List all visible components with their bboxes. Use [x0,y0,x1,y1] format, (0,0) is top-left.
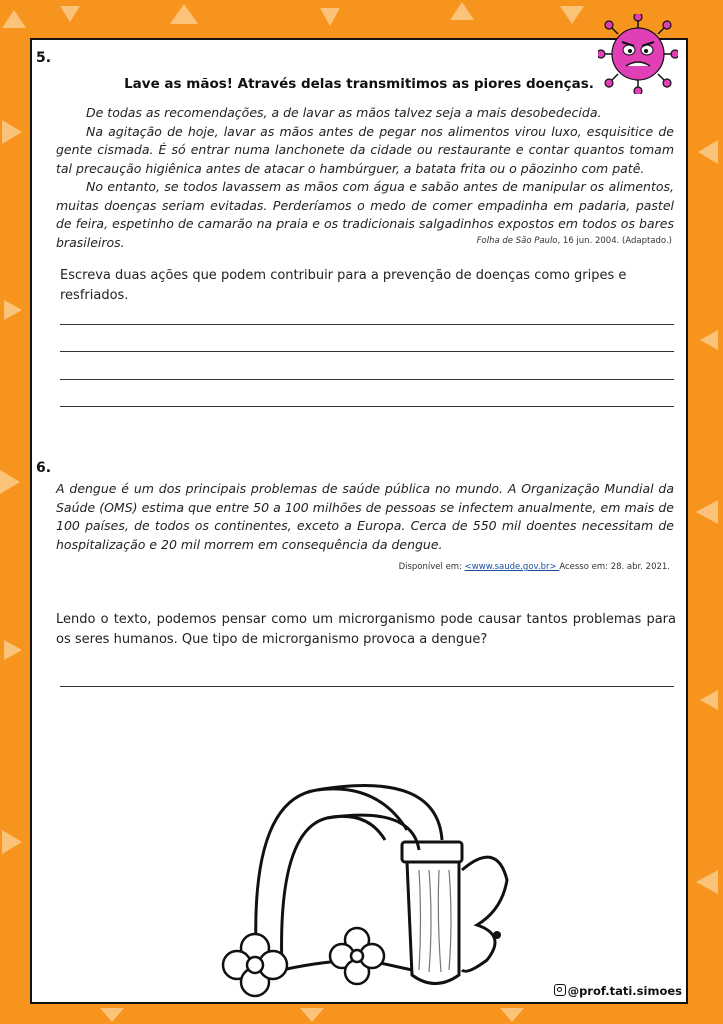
answer-line[interactable] [60,686,674,687]
author-handle: @prof.tati.simoes [567,984,682,998]
author-credit [554,984,682,998]
question-5-source [477,236,672,246]
paragraph: No entanto, se todos lavassem as mãos com água e sabão antes de manipular os alimentos, muitas doenças seriam evitadas. Perderíamos o medo de comer empadinha em padaria, pastel de feira, espetinho de camarão na praia e os tradicionais salgadinhos expostos em todos os bares brasileiros. [56,179,674,250]
question-5-number: 5. [36,50,52,66]
paragraph: Na agitação de hoje, lavar as mãos antes de pegar nos alimentos virou luxo, esquisitice de gente cismada. É só entrar numa lanchonete da cidade ou restaurante e contar quantos tomam tal precaução higiênica antes de atacar o hambúrguer, a batata frita ou o pãozinho com patê. [56,123,674,176]
source-prefix: Disponível em: [398,562,465,572]
question-6-text: A dengue é um dos principais problemas de saúde pública no mundo. A Organização Mundial da Saúde (OMS) estima que entre 50 a 100 milhões de pessoas se infectem anualmente, em mais de 100 países, de todos os continentes, exceto a Europa. Cerca de 550 mil doentes necessitam de hospitalização e 20 mil morrem em consequência da dengue. [56,481,674,552]
question-6-prompt: Lendo o texto, podemos pensar como um microrganismo pode causar tantos problemas para os seres humanos. Que tipo de microrganismo provoca a dengue? [56,612,676,647]
worksheet-page [30,38,688,1004]
question-5-prompt: Escreva duas ações que podem contribuir para a prevenção de doenças como gripes e resfriados. [60,268,627,303]
answer-line[interactable] [60,406,674,407]
source-rest: , 16 jun. 2004. (Adaptado.) [557,236,672,246]
source-suffix: Acesso em: 28. abr. 2021. [559,562,670,572]
answer-line[interactable] [60,324,674,325]
question-5-title: Lave as mãos! Através delas transmitimos as piores doenças. [124,76,594,92]
faucet-illustration [207,760,527,1000]
answer-line[interactable] [60,351,674,352]
question-6-source [399,562,670,572]
paragraph: De todas as recomendações, a de lavar as mãos talvez seja a mais desobedecida. [86,105,602,120]
answer-line[interactable] [60,379,674,380]
source-link[interactable]: <www.saude.gov.br> [464,562,560,572]
question-5-text [56,104,674,252]
source-title: Folha de São Paulo [476,236,558,246]
question-6-number: 6. [36,460,52,476]
instagram-icon [554,984,566,996]
